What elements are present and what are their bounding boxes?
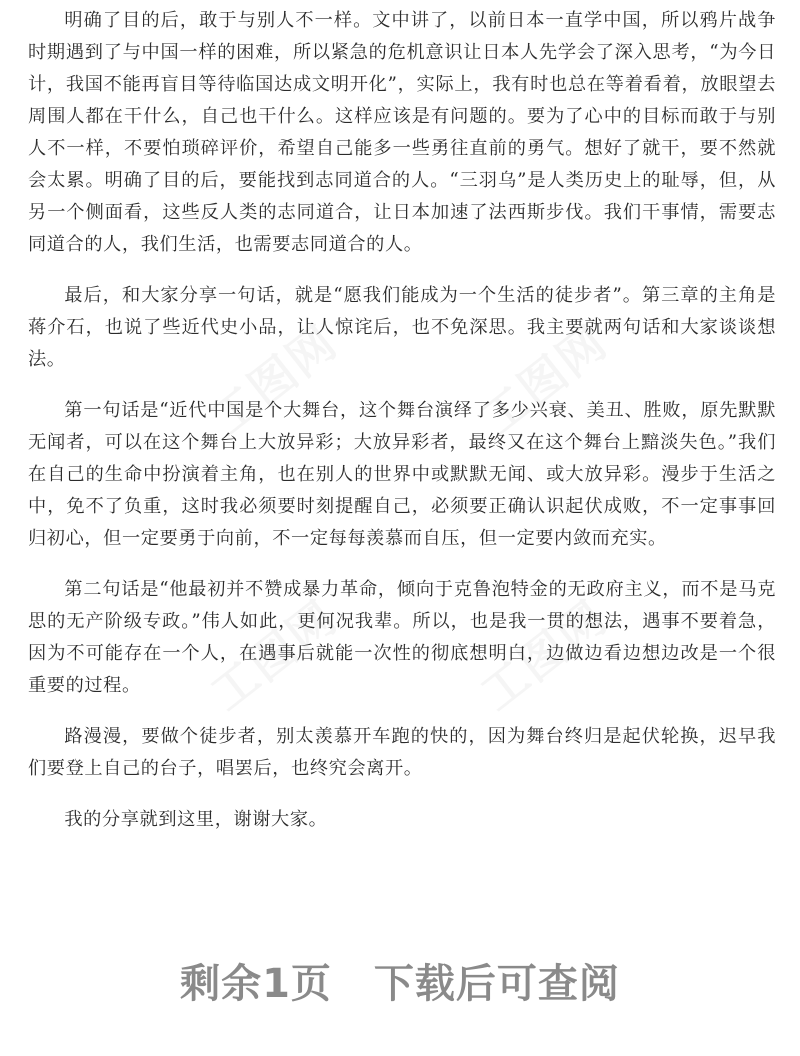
watermark: 工图网 [200, 314, 348, 446]
document-body [28, 0, 776, 855]
paragraph: 路漫漫，要做个徒步者，别太羡慕开车跑的快的，因为舞台终归是起伏轮换，迟早我们要登上自己的台子，唱罢后，也终究会离开。 [28, 726, 776, 779]
watermark: 工图网 [470, 589, 618, 721]
paragraph: 明确了目的后，敢于与别人不一样。文中讲了，以前日本一直学中国，所以鸦片战争时期遇到了与中国一样的困难，所以紧急的危机意识让日本人先学会了深入思考，“为今日计，我国不能再盲目等待临国达成文明开化”，实际上，我有时也总在等着看着，放眼望去周围人都在干什么，自己也干什么。这样应该是有问题的。要为了心中的目标而敢于与别人不一样，不要怕琐碎评价，希望自己能多一些勇往直前的勇气。想好了就干，要不然就会太累。明确了目的后，要能找到志同道合的人。“三羽乌”是人类历史上的耻辱，但，从另一个侧面看，这些反人类的志同道合，让日本加速了法西斯步伐。我们干事情，需要志同道合的人，我们生活，也需要志同道合的人。 [28, 10, 776, 255]
watermark: 工图网 [200, 589, 348, 721]
paragraph: 最后，和大家分享一句话，就是“愿我们能成为一个生活的徒步者”。第三章的主角是蒋介石，也说了些近代史小品，让人惊诧后，也不免深思。我主要就两句话和大家谈谈想法。 [28, 285, 776, 370]
paragraph: 我的分享就到这里，谢谢大家。 [64, 809, 328, 830]
paragraph: 第一句话是“近代中国是个大舞台，这个舞台演绎了多少兴衰、美丑、胜败，原先默默无闻者，可以在这个舞台上大放异彩；大放异彩者，最终又在这个舞台上黯淡失色。”我们在自己的生命中扮演着主角，也在别人的世界中或默默无闻、或大放异彩。漫步于生活之中，免不了负重，这时我必须要时刻提醒自己，必须要正确认识起伏成败，不一定事事回归初心，但一定要勇于向前，不一定每每羡慕而自压，但一定要内敛而充实。 [28, 400, 776, 549]
download-prompt-banner[interactable] [0, 952, 800, 1009]
download-to-view-label[interactable]: 下载后可查阅 [373, 961, 620, 1007]
remaining-pages-label[interactable]: 剩余1页 [180, 961, 332, 1007]
watermark: 工图网 [470, 314, 618, 446]
paragraph: 第二句话是“他最初并不赞成暴力革命，倾向于克鲁泡特金的无政府主义，而不是马克思的无产阶级专政。”伟人如此，更何况我辈。所以，也是我一贯的想法，遇事不要着急，因为不可能存在一个人，在遇事后就能一次性的彻底想明白，边做边看边想边改是一个很重要的过程。 [28, 579, 776, 696]
